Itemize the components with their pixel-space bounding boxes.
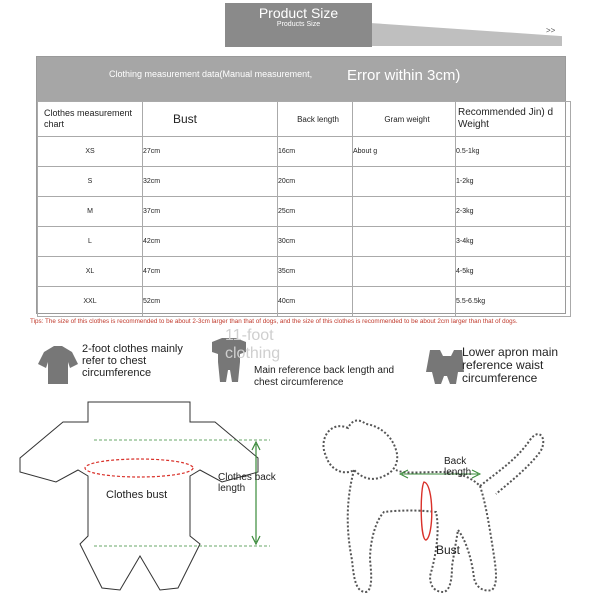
back-cell: 30cm [278, 227, 353, 257]
two-foot-shirt-icon [38, 346, 78, 384]
size-cell: XXL [38, 287, 143, 317]
weight-cell: 1-2kg [456, 167, 571, 197]
watermark: 11-foot clothing [225, 327, 281, 362]
size-cell: L [38, 227, 143, 257]
bust-cell: 32cm [143, 167, 278, 197]
dog-bust-label: Bust [436, 543, 461, 557]
caption-error: Error within 3cm) [347, 67, 461, 84]
weight-cell: 4-5kg [456, 257, 571, 287]
size-cell: XS [38, 137, 143, 167]
main-reference-guidance: Main reference back length and chest circumference [254, 365, 395, 388]
lower-apron-icon [426, 350, 464, 384]
tips-note: Tips: The size of this clothes is recommended to be about 2-3cm larger than that of dogs, and the size of this clothes is recommended to be about 2cm larger than that of dogs. [30, 318, 518, 325]
weight-cell: 3-4kg [456, 227, 571, 257]
dog-outline [323, 421, 543, 592]
bust-cell: 42cm [143, 227, 278, 257]
back-cell: 20cm [278, 167, 353, 197]
weight-cell: 0.5-1kg [456, 137, 571, 167]
bust-cell: 37cm [143, 197, 278, 227]
weight-cell: 5.5-6.5kg [456, 287, 571, 317]
bust-cell: 52cm [143, 287, 278, 317]
header-back-length: Back length [297, 114, 339, 124]
header-gram-weight: Gram weight [384, 114, 430, 124]
weight-cell: 2-3kg [456, 197, 571, 227]
size-cell: S [38, 167, 143, 197]
dog-back-length-label: Back length [444, 456, 472, 478]
header-recommended-weight: Recommended Jin) d Weight [458, 107, 554, 130]
back-cell: 35cm [278, 257, 353, 287]
bust-cell: 47cm [143, 257, 278, 287]
double-arrow-icon: >> [546, 26, 556, 35]
lower-apron-guidance: Lower apron main reference waist circumference [462, 345, 559, 385]
two-foot-guidance: 2-foot clothes mainly refer to chest circumference [82, 343, 183, 379]
clothes-back-length-label: Clothes back length [218, 472, 276, 494]
back-cell: 40cm [278, 287, 353, 317]
size-cell: M [38, 197, 143, 227]
gram-cell: About g [353, 137, 456, 167]
size-cell: XL [38, 257, 143, 287]
page-subtitle: Products Size [276, 21, 321, 28]
back-cell: 25cm [278, 197, 353, 227]
header-bust: Bust [173, 111, 198, 126]
caption-measurement: Clothing measurement data(Manual measurement, [109, 69, 313, 79]
bust-cell: 27cm [143, 137, 278, 167]
clothes-bust-label: Clothes bust [106, 489, 168, 501]
header-chart: Clothes measurement chart [44, 108, 133, 129]
back-cell: 16cm [278, 137, 353, 167]
page-title: Product Size [258, 5, 339, 21]
bust-circle [85, 459, 193, 477]
